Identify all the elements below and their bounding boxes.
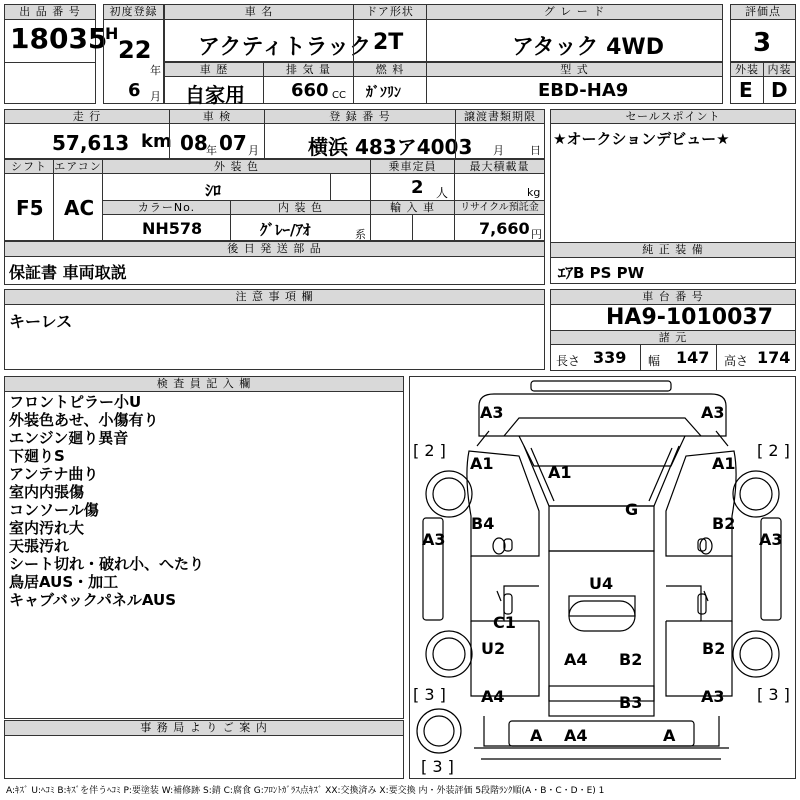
shift: F5 bbox=[16, 196, 44, 220]
later-parts: 保証書 車両取説 bbox=[9, 263, 127, 282]
transfer-header: 譲渡書類期限 bbox=[455, 109, 545, 124]
history: 自家用 bbox=[185, 83, 245, 107]
inspector-lines bbox=[9, 393, 204, 609]
ext-color: ｼﾛ bbox=[205, 181, 222, 200]
mark-b2-center: B2 bbox=[619, 650, 643, 669]
score: 3 bbox=[753, 28, 772, 58]
inspector-line: シート切れ・破れ小、へたり bbox=[9, 555, 205, 573]
transfer-month-unit: 月 bbox=[493, 144, 504, 157]
recycle: 7,660 bbox=[479, 219, 530, 238]
reg-year: 22 bbox=[118, 36, 152, 64]
grade-header: グ レ ー ド bbox=[426, 4, 723, 20]
import-divider bbox=[412, 214, 413, 241]
mark-c1: C1 bbox=[493, 613, 516, 632]
mark-b4-left: B4 bbox=[471, 514, 495, 533]
recycle-unit: 円 bbox=[531, 228, 542, 241]
height: 174 bbox=[757, 348, 791, 367]
spec-header: 諸 元 bbox=[550, 330, 796, 345]
inspector-line: 天張汚れ bbox=[9, 537, 70, 555]
inspector-line: キャブバックパネルAUS bbox=[9, 591, 177, 609]
capacity-unit: 人 bbox=[436, 186, 449, 200]
mark-a3-front-left: A3 bbox=[480, 403, 504, 422]
car-name-header: 車 名 bbox=[164, 4, 354, 20]
displacement: 660 bbox=[291, 80, 329, 101]
mark-wheel-3-left: [ 3 ] bbox=[413, 685, 446, 704]
mark-wheel-2-right: [ 2 ] bbox=[757, 441, 790, 460]
inspector-line: エンジン廻り異音 bbox=[9, 429, 129, 447]
inspector-line: 鳥居AUS・加工 bbox=[9, 573, 119, 591]
max-load-unit: kg bbox=[527, 186, 541, 199]
mark-a4-center: A4 bbox=[564, 650, 588, 669]
color-no: NH578 bbox=[142, 219, 203, 238]
chassis: HA9-1010037 bbox=[606, 305, 774, 330]
insp-month-unit: 月 bbox=[248, 144, 259, 157]
mark-wheel-3-right: [ 3 ] bbox=[757, 685, 790, 704]
reg-no-header: 登 録 番 号 bbox=[264, 109, 456, 124]
recycle-header: リサイクル預託金 bbox=[454, 200, 545, 215]
inspector-line: フロントピラー小U bbox=[9, 393, 142, 411]
mark-a3-side-left: A3 bbox=[422, 530, 446, 549]
length: 339 bbox=[593, 348, 627, 367]
inspector-line: アンテナ曲り bbox=[9, 465, 99, 483]
mark-u2-left: U2 bbox=[481, 639, 506, 658]
inspector-line: 室内内張傷 bbox=[9, 483, 85, 501]
inspector-line: 外装色あせ、小傷有り bbox=[9, 411, 159, 429]
inspector-line: コンソール傷 bbox=[9, 501, 99, 519]
import-header: 輸 入 車 bbox=[370, 200, 455, 215]
width: 147 bbox=[676, 348, 710, 367]
inspector-line: 室内汚れ大 bbox=[9, 519, 85, 537]
insp-month: 07 bbox=[219, 131, 247, 155]
interior-grade: D bbox=[771, 78, 788, 102]
mark-a3-rear-right: A3 bbox=[701, 687, 725, 706]
chassis-header: 車 台 番 号 bbox=[550, 289, 796, 305]
ac: AC bbox=[64, 196, 95, 220]
int-color-suffix: 系 bbox=[355, 228, 366, 241]
sales-point: ★オークションデビュー★ bbox=[553, 130, 730, 148]
caution-cell bbox=[4, 304, 545, 370]
history-header: 車 歴 bbox=[164, 62, 264, 77]
equip-header: 純 正 装 備 bbox=[550, 242, 796, 258]
exterior-header: 外装 bbox=[730, 62, 764, 77]
grade: アタック 4WD bbox=[512, 35, 664, 60]
fuel: ｶﾞｿﾘﾝ bbox=[366, 85, 401, 101]
mark-a4-bumper: A4 bbox=[564, 726, 588, 745]
interior-header: 内装 bbox=[763, 62, 796, 77]
width-label: 幅 bbox=[648, 354, 661, 368]
reg-no: 横浜 483ア4003 bbox=[308, 135, 473, 159]
mileage-header: 走 行 bbox=[4, 109, 170, 124]
height-label: 高さ bbox=[724, 354, 749, 368]
color-no-header: カラーNo. bbox=[102, 200, 231, 215]
mark-a-bumper-left: A bbox=[530, 726, 543, 745]
caution-header: 注 意 事 項 欄 bbox=[4, 289, 545, 305]
mark-b2-rear-right: B2 bbox=[702, 639, 726, 658]
insp-year-unit: 年 bbox=[206, 144, 217, 157]
shift-header: シフト bbox=[4, 159, 54, 174]
ext-color-header: 外 装 色 bbox=[102, 159, 371, 174]
int-color: ｸﾞﾚｰ/ｱｵ bbox=[260, 221, 311, 239]
office-cell bbox=[4, 735, 404, 779]
reg-month: 6 bbox=[128, 80, 141, 101]
inspector-line: 下廻りS bbox=[9, 447, 65, 465]
sales-point-header: セールスポイント bbox=[550, 109, 796, 124]
transfer-day-unit: 日 bbox=[530, 144, 541, 157]
mileage: 57,613 bbox=[52, 131, 130, 155]
inspector-header: 検 査 員 記 入 欄 bbox=[4, 376, 404, 392]
mark-a1-center: A1 bbox=[548, 463, 572, 482]
ac-header: エアコン bbox=[54, 160, 102, 173]
first-reg-header: 初度登録 bbox=[103, 4, 164, 20]
mileage-unit: km bbox=[141, 131, 172, 152]
insp-year: 08 bbox=[180, 131, 208, 155]
legend: A:ｷｽﾞ U:ﾍｺﾐ B:ｷｽﾞを伴うﾍｺﾐ P:要塗装 W:補修跡 S:錆 C:腐食 G:ﾌﾛﾝﾄｶﾞﾗｽ点ｷｽﾞ XX:交換済み X:要交換 内・外装評価 5段階ﾗﾝｸ順(A・B・C・D・E) 1 bbox=[6, 786, 605, 796]
exterior-grade: E bbox=[739, 78, 753, 102]
spec-div-2 bbox=[716, 344, 717, 371]
mark-b2-right: B2 bbox=[712, 514, 736, 533]
mark-a3-side-right: A3 bbox=[759, 530, 783, 549]
year-unit: 年 bbox=[150, 64, 161, 77]
era: H bbox=[105, 24, 119, 43]
mark-g-windshield: G bbox=[625, 500, 639, 519]
mark-b3: B3 bbox=[619, 693, 643, 712]
lot-no-header: 出 品 番 号 bbox=[4, 4, 96, 20]
max-load-header: 最大積載量 bbox=[454, 159, 545, 174]
length-label: 長さ bbox=[556, 354, 581, 368]
score-header: 評価点 bbox=[730, 4, 796, 20]
later-parts-header: 後 日 発 送 部 品 bbox=[4, 241, 545, 257]
capacity: 2 bbox=[411, 177, 424, 198]
inspection-header: 車 検 bbox=[169, 109, 265, 124]
mark-a1-left: A1 bbox=[470, 454, 494, 473]
displacement-header: 排 気 量 bbox=[263, 62, 354, 77]
door-header: ドア形状 bbox=[353, 4, 427, 20]
month-unit: 月 bbox=[150, 90, 161, 103]
model-header: 型 式 bbox=[426, 62, 723, 77]
displacement-unit: CC bbox=[332, 90, 346, 101]
mark-a3-front-right: A3 bbox=[701, 403, 725, 422]
car-name: アクティトラック bbox=[198, 35, 372, 60]
mark-a-bumper-right: A bbox=[663, 726, 676, 745]
spec-div-1 bbox=[640, 344, 641, 371]
office-header: 事 務 局 よ り ご 案 内 bbox=[4, 720, 404, 736]
mark-wheel-2-left: [ 2 ] bbox=[413, 441, 446, 460]
lot-no: 18035 bbox=[10, 22, 108, 55]
lot-divider bbox=[4, 62, 96, 63]
caution: キーレス bbox=[9, 312, 73, 331]
mark-a4-left: A4 bbox=[481, 687, 505, 706]
equip: ｴｱB PS PW bbox=[558, 264, 645, 282]
mark-u4-bed: U4 bbox=[589, 574, 614, 593]
capacity-header: 乗車定員 bbox=[370, 159, 455, 174]
model: EBD-HA9 bbox=[538, 80, 629, 101]
mark-wheel-3-bottom: [ 3 ] bbox=[421, 757, 454, 776]
fuel-header: 燃 料 bbox=[353, 62, 427, 77]
mark-a1-right: A1 bbox=[712, 454, 736, 473]
door: 2T bbox=[373, 30, 404, 55]
int-color-header: 内 装 色 bbox=[230, 200, 371, 215]
ext-color-divider bbox=[330, 173, 331, 201]
